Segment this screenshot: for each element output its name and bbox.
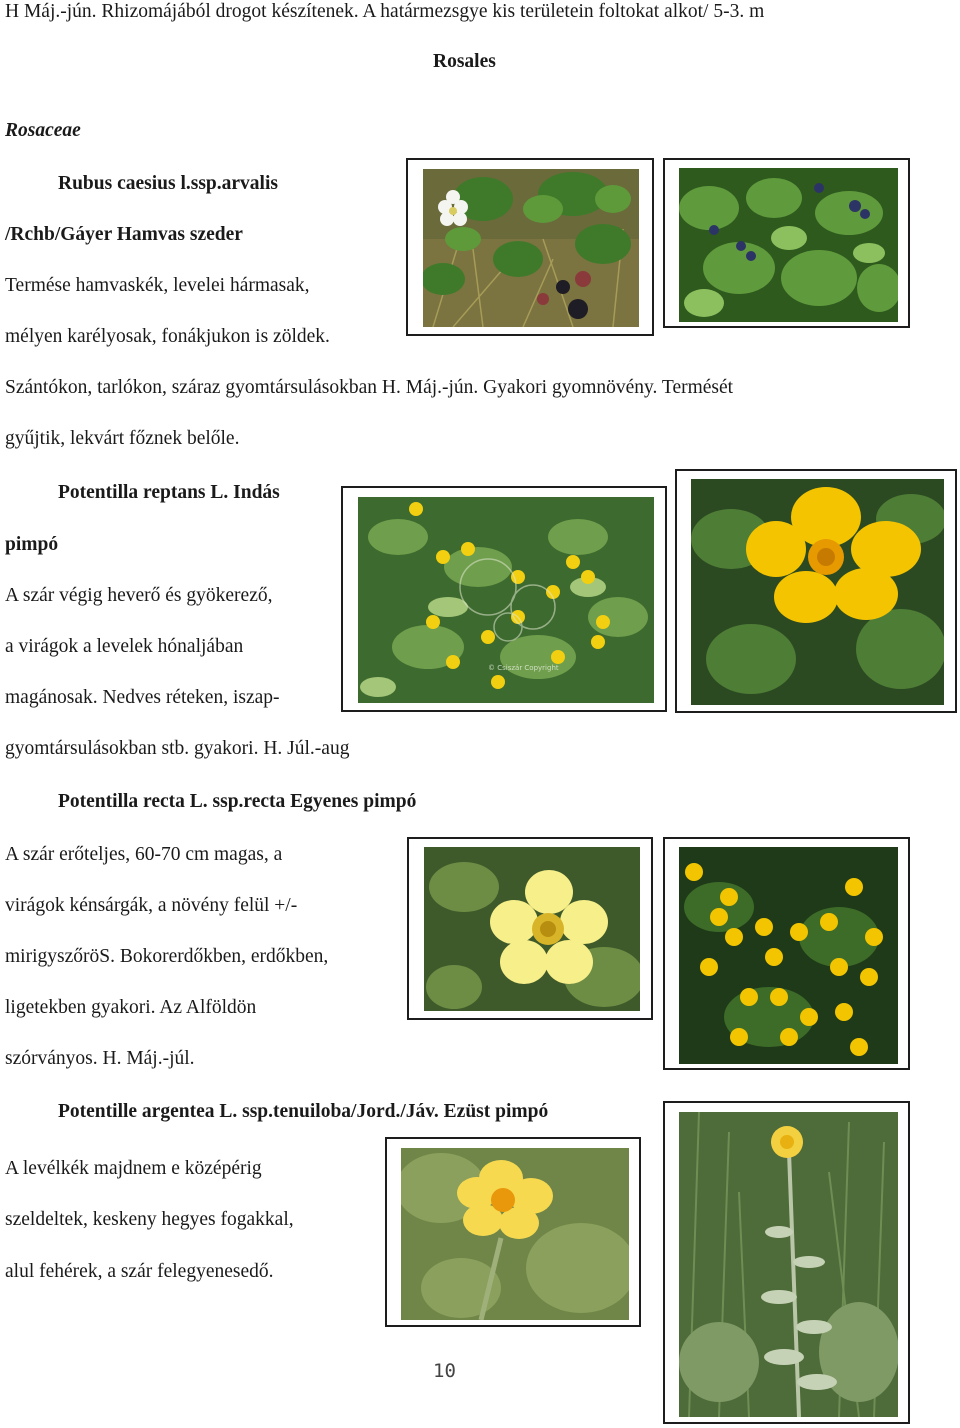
rubus-desc-1: Termése hamvaskék, levelei hármasak,	[5, 275, 310, 296]
argentea-photo-closeup	[385, 1137, 641, 1327]
recta-title: Potentilla recta L. ssp.recta Egyenes pimpó	[58, 791, 417, 812]
reptans-title: Potentilla reptans L. Indás	[58, 482, 280, 503]
argentea-desc-1: A levélkék majdnem e középérig	[5, 1158, 262, 1179]
rubus-title-cont: /Rchb/Gáyer Hamvas szeder	[5, 224, 243, 245]
rubus-title: Rubus caesius l.ssp.arvalis	[58, 173, 278, 194]
recta-photo-cluster	[663, 837, 910, 1070]
reptans-desc-1: A szár végig heverő és gyökerező,	[5, 585, 273, 606]
rubus-desc-2: mélyen karélyosak, fonákjukon is zöldek.	[5, 326, 330, 347]
reptans-photo-field	[341, 486, 667, 712]
recta-desc-1: A szár erőteljes, 60-70 cm magas, a	[5, 844, 283, 865]
recta-desc-5: szórványos. H. Máj.-júl.	[5, 1048, 195, 1069]
rubus-photo-flower	[406, 158, 654, 336]
reptans-desc-4: gyomtársulásokban stb. gyakori. H. Júl.-aug	[5, 738, 350, 759]
family-heading: Rosaceae	[5, 120, 81, 141]
recta-desc-4: ligetekben gyakori. Az Alföldön	[5, 997, 257, 1018]
page-number: 10	[433, 1360, 456, 1382]
rubus-photo-berries	[663, 158, 910, 328]
reptans-title-cont: pimpó	[5, 534, 59, 555]
recta-desc-3: mirigyszőröS. Bokorerdőkben, erdőkben,	[5, 946, 329, 967]
argentea-desc-2: szeldeltek, keskeny hegyes fogakkal,	[5, 1209, 294, 1230]
order-heading: Rosales	[433, 51, 496, 72]
top-line: H Máj.-jún. Rhizomájából drogot készítenek. A határmezsgye kis területein foltokat alkot/ 5-3. m	[5, 1, 765, 22]
argentea-title: Potentille argentea L. ssp.tenuiloba/Jord./Jáv. Ezüst pimpó	[58, 1101, 549, 1122]
reptans-desc-2: a virágok a levelek hónaljában	[5, 636, 244, 657]
argentea-photo-plant	[663, 1101, 910, 1424]
reptans-photo-closeup	[675, 469, 957, 713]
recta-desc-2: virágok kénsárgák, a növény felül +/-	[5, 895, 298, 916]
reptans-desc-3: magánosak. Nedves réteken, iszap-	[5, 687, 280, 708]
recta-photo-closeup	[407, 837, 653, 1020]
argentea-desc-3: alul fehérek, a szár felegyenesedő.	[5, 1261, 274, 1282]
reptans-watermark: © Csiszár Copyright	[488, 664, 559, 672]
rubus-desc-3: Szántókon, tarlókon, száraz gyomtársulásokban H. Máj.-jún. Gyakori gyomnövény. Termését	[5, 377, 734, 398]
rubus-desc-4: gyűjtik, lekvárt főznek belőle.	[5, 428, 240, 449]
